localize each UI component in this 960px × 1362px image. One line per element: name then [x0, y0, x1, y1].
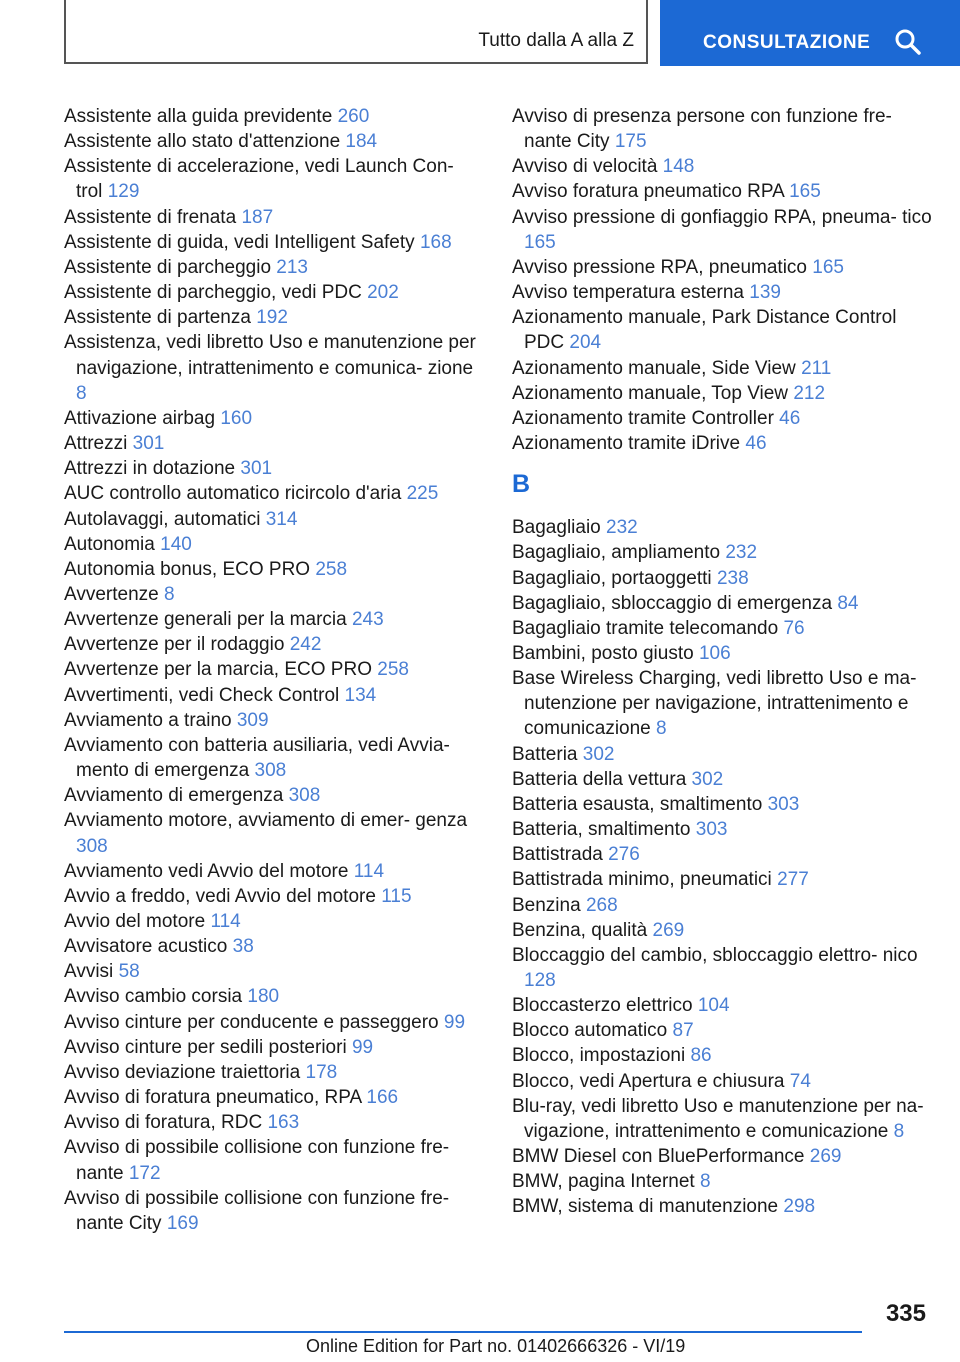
index-entry: [64, 1110, 484, 1135]
index-entry: [512, 406, 932, 431]
index-entry: [512, 742, 932, 767]
index-entry: [64, 406, 484, 431]
index-entry: [64, 683, 484, 708]
index-entry-text: Assistente di parcheggio, vedi PDC: [64, 282, 362, 304]
index-entry: [512, 666, 932, 741]
index-page-link[interactable]: 46: [745, 433, 767, 455]
index-entry: [64, 1085, 484, 1110]
index-entry-text: Avviamento a traino: [64, 709, 232, 731]
index-page-link[interactable]: 238: [716, 567, 749, 589]
index-page-link[interactable]: 301: [240, 458, 273, 480]
index-page-link[interactable]: 8: [163, 583, 175, 605]
index-entry-text: Azionamento manuale, Side View: [512, 357, 796, 379]
index-entry-text: Avviso foratura pneumatico RPA: [512, 181, 784, 203]
index-page-link[interactable]: 269: [809, 1146, 842, 1168]
index-entry: [64, 1060, 484, 1085]
index-page-link[interactable]: 168: [419, 231, 452, 253]
index-entry-text: Assistente allo stato d'attenzione: [64, 131, 341, 153]
index-entry: [512, 641, 932, 666]
index-entry: [512, 867, 932, 892]
index-entry-text: Avvio a freddo, vedi Avvio del motore: [64, 885, 376, 907]
index-page-link[interactable]: 104: [697, 995, 730, 1017]
index-entry: [512, 1144, 932, 1169]
index-entry-text: Battistrada minimo, pneumatici: [512, 869, 772, 891]
index-entry: [512, 792, 932, 817]
index-entry: [64, 507, 484, 532]
index-page-link[interactable]: 8: [76, 382, 87, 404]
index-entry: [512, 842, 932, 867]
index-entry-text: Autonomia: [64, 533, 155, 555]
index-entry-text: Attrezzi in dotazione: [64, 458, 236, 480]
index-entry: [64, 532, 484, 557]
index-page-link[interactable]: 134: [344, 684, 377, 706]
index-entry-text: Assistente di partenza: [64, 307, 251, 329]
index-entry: [512, 255, 932, 280]
index-entry-text: Assistente di guida, vedi Intelligent Safety: [64, 231, 415, 253]
index-entry: [512, 591, 932, 616]
index-entry: [64, 1010, 484, 1035]
index-entry-text: Avvertenze generali per la marcia: [64, 609, 347, 631]
index-group-b: [512, 515, 932, 1219]
index-page-link[interactable]: 99: [351, 1036, 374, 1058]
index-page-link[interactable]: 260: [337, 106, 370, 127]
index-entry-text: Avviso cinture per sedili posteriori: [64, 1036, 347, 1058]
index-entry: [64, 1035, 484, 1060]
index-entry: [64, 657, 484, 682]
index-page-link[interactable]: 160: [220, 407, 253, 429]
index-entry-text: Assistente di accelerazione, vedi Launch Con‐ trol: [64, 156, 454, 203]
index-page-link[interactable]: 308: [254, 760, 287, 782]
index-page-link[interactable]: 114: [353, 860, 385, 882]
index-entry: [64, 808, 484, 858]
index-entry: [512, 305, 932, 355]
index-entry-text: Azionamento tramite Controller: [512, 407, 774, 429]
index-entry: [64, 582, 484, 607]
index-entry: [64, 884, 484, 909]
index-page-link[interactable]: 298: [783, 1196, 816, 1218]
index-page-link[interactable]: 8: [656, 718, 667, 740]
index-entry-text: Blocco, vedi Apertura e chiusura: [512, 1070, 785, 1092]
index-entry-text: Avviso pressione di gonfiaggio RPA, pneuma‐ tico: [512, 206, 932, 228]
index-entry-text: AUC controllo automatico ricircolo d'aria: [64, 483, 402, 505]
index-entry: [64, 934, 484, 959]
index-entry-text: Avviso deviazione traiettoria: [64, 1061, 301, 1083]
index-entry: [64, 733, 484, 783]
index-entry-text: Avviamento di emergenza: [64, 785, 284, 807]
header-category-label[interactable]: CONSULTAZIONE: [703, 32, 871, 53]
index-page-link[interactable]: 269: [652, 919, 685, 941]
index-entry-text: BMW, pagina Internet: [512, 1171, 695, 1193]
index-entry-text: Avviso di velocità: [512, 156, 658, 178]
index-entry: [512, 280, 932, 305]
index-page-link[interactable]: 309: [236, 709, 269, 731]
index-entry: [512, 540, 932, 565]
index-page-link[interactable]: 129: [107, 181, 140, 203]
index-page-link[interactable]: 8: [893, 1120, 905, 1142]
index-entry-text: Assistente di frenata: [64, 206, 237, 228]
index-entry: [512, 566, 932, 591]
index-page-link[interactable]: 140: [160, 533, 192, 555]
index-page-link[interactable]: 114: [210, 911, 241, 932]
index-page-link[interactable]: 277: [777, 869, 809, 891]
index-page-link[interactable]: 211: [801, 357, 832, 379]
index-entry: [64, 959, 484, 984]
index-entry: [64, 431, 484, 456]
index-entry: [512, 817, 932, 842]
index-entry: [64, 984, 484, 1009]
index-entry: [64, 104, 484, 129]
index-page-link[interactable]: 302: [691, 768, 724, 790]
index-page-link[interactable]: 243: [351, 609, 384, 631]
index-entry: [64, 456, 484, 481]
index-entry-text: Blu-ray, vedi libretto Uso e manutenzione per na‐ vigazione, intrattenimento e comunicazione: [512, 1095, 924, 1142]
index-entry-text: Bloccasterzo elettrico: [512, 995, 693, 1017]
index-entry-text: Avvio del motore: [64, 911, 206, 932]
index-page-link[interactable]: 303: [695, 819, 728, 841]
index-entry-text: Autonomia bonus, ECO PRO: [64, 558, 311, 580]
index-page-link[interactable]: 86: [690, 1045, 712, 1067]
page-number: 335: [885, 1300, 926, 1327]
index-entry: [64, 205, 484, 230]
index-entry: [64, 708, 484, 733]
index-entry-text: Batteria della vettura: [512, 768, 687, 790]
header-category-tab[interactable]: [660, 0, 960, 66]
index-entry: [512, 431, 932, 456]
index-entry: [512, 104, 932, 154]
index-entry-text: Assistente alla guida previdente: [64, 106, 333, 127]
index-entry-text: Avvisi: [64, 961, 114, 983]
index-page-link[interactable]: 302: [582, 743, 615, 765]
index-page-link[interactable]: 74: [789, 1070, 811, 1092]
index-page-link[interactable]: 232: [725, 542, 758, 564]
index-entry-text: Azionamento manuale, Park Distance Control PDC: [512, 307, 897, 354]
index-entry-text: Avviso pressione RPA, pneumatico: [512, 256, 808, 278]
index-page-link[interactable]: 165: [812, 256, 844, 278]
index-page-link[interactable]: 172: [128, 1162, 161, 1184]
index-page-link[interactable]: 192: [256, 307, 288, 329]
index-entry: [512, 1094, 932, 1144]
index-entry: [64, 330, 484, 405]
index-page-link[interactable]: 115: [381, 885, 412, 907]
search-icon[interactable]: [894, 28, 922, 56]
index-entry-text: Autolavaggi, automatici: [64, 508, 261, 530]
index-page-link[interactable]: 163: [267, 1112, 300, 1134]
index-page-link[interactable]: 175: [614, 131, 647, 153]
index-entry: [64, 557, 484, 582]
index-entry-text: Avviamento motore, avviamento di emer‐ genza: [64, 810, 468, 832]
index-entry: [64, 632, 484, 657]
index-page-link[interactable]: 87: [672, 1020, 694, 1042]
index-page-link[interactable]: 276: [608, 844, 640, 866]
index-page-link[interactable]: 84: [837, 592, 859, 614]
index-entry: [512, 154, 932, 179]
index-entry: [512, 616, 932, 641]
index-page-link[interactable]: 308: [76, 835, 108, 857]
index-entry-text: Avviso di presenza persone con funzione fre‐ nante City: [512, 106, 892, 153]
index-entry-text: Avviso temperatura esterna: [512, 282, 744, 304]
index-entry: [64, 154, 484, 204]
index-entry: [64, 859, 484, 884]
index-entry-text: Bagagliaio, ampliamento: [512, 542, 721, 564]
index-entry-text: Avvertenze per il rodaggio: [64, 634, 285, 656]
index-page-link[interactable]: 301: [132, 433, 165, 455]
index-page-link[interactable]: 258: [377, 659, 409, 681]
index-page-link[interactable]: 99: [443, 1011, 466, 1033]
index-entry-text: Bagagliaio tramite telecomando: [512, 617, 779, 639]
index-page-link[interactable]: 128: [524, 970, 556, 991]
index-entry-text: Batteria esausta, smaltimento: [512, 793, 763, 815]
index-entry-text: Benzina: [512, 894, 581, 916]
index-page-link[interactable]: 212: [793, 382, 826, 404]
index-entry: [512, 767, 932, 792]
index-page-link[interactable]: 169: [166, 1212, 199, 1234]
header-section-label[interactable]: Tutto dalla A alla Z: [478, 30, 634, 51]
index-page-link[interactable]: 38: [232, 936, 254, 958]
index-page-link[interactable]: 139: [749, 282, 781, 304]
index-entry-text: Avviso cambio corsia: [64, 986, 243, 1008]
index-page-link[interactable]: 314: [265, 508, 298, 530]
index-entry-text: Bagagliaio, sbloccaggio di emergenza: [512, 592, 833, 614]
index-page-link[interactable]: 166: [366, 1087, 399, 1109]
index-entry-text: Attrezzi: [64, 433, 128, 455]
index-entry-text: Batteria, smaltimento: [512, 819, 691, 841]
index-group-a: [512, 104, 932, 456]
index-entry: [512, 1018, 932, 1043]
index-entry-text: BMW Diesel con BluePerformance: [512, 1146, 805, 1168]
index-page-link[interactable]: 8: [700, 1171, 711, 1193]
index-entry-text: Blocco automatico: [512, 1020, 668, 1042]
index-entry-text: Avviso cinture per conducente e passeggero: [64, 1011, 439, 1033]
index-entry-text: Avviamento vedi Avvio del motore: [64, 860, 349, 882]
index-entry: [512, 943, 932, 993]
index-page-link[interactable]: 213: [276, 256, 308, 278]
index-page-link[interactable]: 106: [698, 642, 731, 664]
index-column-left: [64, 104, 484, 1236]
index-entry: [512, 205, 932, 255]
index-entry: [512, 356, 932, 381]
index-page-link[interactable]: 232: [606, 517, 638, 539]
index-entry-text: Batteria: [512, 743, 578, 765]
index-entry-text: Assistente di parcheggio: [64, 256, 272, 278]
index-page-link[interactable]: 76: [783, 617, 805, 639]
index-entry: [64, 1135, 484, 1185]
index-column-right: [512, 104, 932, 1220]
index-entry-text: Avviso di possibile collisione con funzione fre‐ nante: [64, 1137, 450, 1184]
index-entry-text: Attivazione airbag: [64, 407, 216, 429]
index-entry: [64, 305, 484, 330]
index-page-link[interactable]: 46: [779, 407, 801, 429]
footer-divider: [64, 1331, 862, 1333]
index-page-link[interactable]: 165: [524, 231, 556, 253]
index-entry-text: Avviso di foratura pneumatico, RPA: [64, 1087, 362, 1109]
index-entry-text: Bagagliaio: [512, 517, 601, 539]
index-page-link[interactable]: 303: [767, 793, 800, 815]
index-entry-text: Azionamento manuale, Top View: [512, 382, 789, 404]
index-page-link[interactable]: 258: [315, 558, 348, 580]
index-entry: [512, 179, 932, 204]
index-entry-text: Assistenza, vedi libretto Uso e manutenzione per navigazione, intrattenimento e comunica‐ zione: [64, 332, 476, 379]
index-entry-text: Bambini, posto giusto: [512, 642, 694, 664]
index-page-link[interactable]: 184: [345, 131, 378, 153]
index-page-link[interactable]: 308: [288, 785, 321, 807]
index-entry-text: Avvisatore acustico: [64, 936, 228, 958]
footer-edition-text: Online Edition for Part no. 01402666326 - VI/19: [306, 1336, 686, 1356]
index-entry-text: BMW, sistema di manutenzione: [512, 1196, 779, 1218]
index-entry-text: Base Wireless Charging, vedi libretto Uso e ma‐ nutenzione per navigazione, intrattenimento e comunicazione: [512, 668, 917, 740]
index-entry: [64, 1186, 484, 1236]
index-entry: [512, 515, 932, 540]
index-page-link[interactable]: 268: [585, 894, 618, 916]
index-entry-text: Blocco, impostazioni: [512, 1045, 686, 1067]
index-entry: [64, 607, 484, 632]
index-entry-text: Bloccaggio del cambio, sbloccaggio elettro‐ nico: [512, 944, 918, 966]
index-entry: [64, 255, 484, 280]
index-entry: [512, 893, 932, 918]
index-entry-text: Battistrada: [512, 844, 603, 866]
index-entry: [512, 918, 932, 943]
index-page-link[interactable]: 187: [241, 206, 274, 228]
index-page-link[interactable]: 148: [662, 156, 695, 178]
index-page-link[interactable]: 180: [247, 986, 280, 1008]
index-page-link[interactable]: 58: [118, 961, 140, 983]
index-page-link[interactable]: 178: [305, 1061, 338, 1083]
index-entry: [512, 1043, 932, 1068]
index-page-link[interactable]: 202: [367, 282, 399, 304]
index-entry: [512, 1194, 932, 1219]
header-section-box: [64, 0, 648, 64]
index-entry-text: Bagagliaio, portaoggetti: [512, 567, 712, 589]
index-page-link[interactable]: 242: [289, 634, 322, 656]
index-entry-text: Avvertenze per la marcia, ECO PRO: [64, 659, 372, 681]
index-entry: [512, 993, 932, 1018]
index-entry: [512, 1169, 932, 1194]
index-entry: [64, 129, 484, 154]
index-entry: [64, 230, 484, 255]
index-entry: [512, 381, 932, 406]
index-entry: [64, 783, 484, 808]
index-entry-text: Avvertimenti, vedi Check Control: [64, 684, 340, 706]
index-entry-text: Avviamento con batteria ausiliaria, vedi Avvia‐ mento di emergenza: [64, 734, 450, 782]
index-entry-text: Azionamento tramite iDrive: [512, 433, 741, 455]
index-entry-text: Avvertenze: [64, 583, 159, 605]
index-entry-text: Avviso di possibile collisione con funzione fre‐ nante City: [64, 1187, 450, 1234]
index-page-link[interactable]: 204: [569, 332, 602, 354]
index-entry-text: Avviso di foratura, RDC: [64, 1112, 263, 1134]
section-letter-b: B: [512, 470, 531, 499]
index-entry: [512, 1069, 932, 1094]
index-entry: [64, 280, 484, 305]
index-page-link[interactable]: 225: [406, 483, 439, 505]
index-entry-text: Benzina, qualità: [512, 919, 648, 941]
index-entry: [64, 909, 484, 934]
index-entry: [64, 481, 484, 506]
index-page-link[interactable]: 165: [789, 181, 821, 203]
